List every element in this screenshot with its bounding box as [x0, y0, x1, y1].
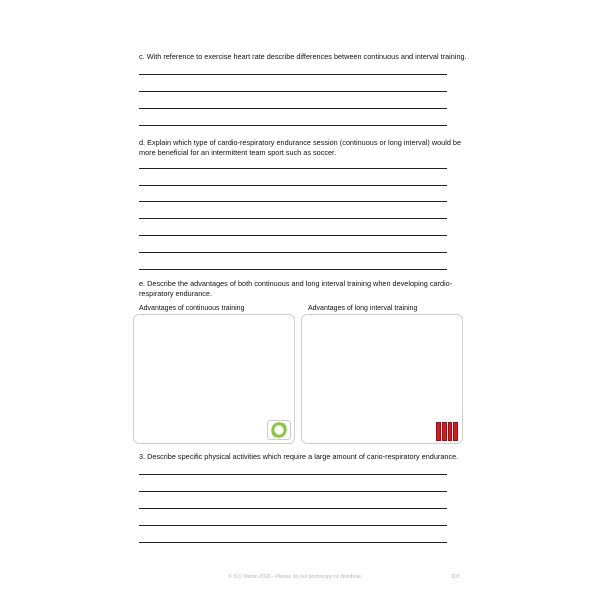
- recycle-icon: [267, 420, 291, 440]
- interval-bar: [436, 422, 441, 441]
- answer-line: [139, 125, 447, 126]
- question-c: c. With reference to exercise heart rate describe differences between continuous and interval training.: [139, 52, 467, 61]
- question-3: 3. Describe specific physical activities which require a large amount of cario-respiratory endurance.: [139, 452, 459, 461]
- answer-line: [139, 185, 447, 186]
- answer-line: [139, 525, 447, 526]
- answer-line: [139, 235, 447, 236]
- continuous-training-label: Advantages of continuous training: [139, 305, 245, 312]
- question-d: d. Explain which type of cardio-respiratory endurance session (continuous or long interval) would be more beneficial for an intermittent team sport such as soccer.: [139, 138, 462, 157]
- page-number: 103: [451, 574, 460, 580]
- interval-bar: [448, 422, 453, 441]
- answer-line: [139, 74, 447, 75]
- answer-line: [139, 168, 447, 169]
- answer-line: [139, 252, 447, 253]
- copyright-footer: © S D Martin 2026 - Please do not photocopy or distribute: [228, 574, 362, 580]
- answer-line: [139, 269, 447, 270]
- answer-line: [139, 218, 447, 219]
- answer-line: [139, 108, 447, 109]
- interval-training-label: Advantages of long interval training: [308, 305, 418, 312]
- answer-line: [139, 508, 447, 509]
- answer-line: [139, 474, 447, 475]
- interval-bar: [453, 422, 458, 441]
- answer-line: [139, 201, 447, 202]
- answer-line: [139, 542, 447, 543]
- question-e: e. Describe the advantages of both continuous and long interval training when developing cardio-respiratory endurance.: [139, 279, 453, 298]
- answer-line: [139, 91, 447, 92]
- interval-bar: [442, 422, 447, 441]
- answer-line: [139, 491, 447, 492]
- interval-bars-icon: [436, 422, 458, 441]
